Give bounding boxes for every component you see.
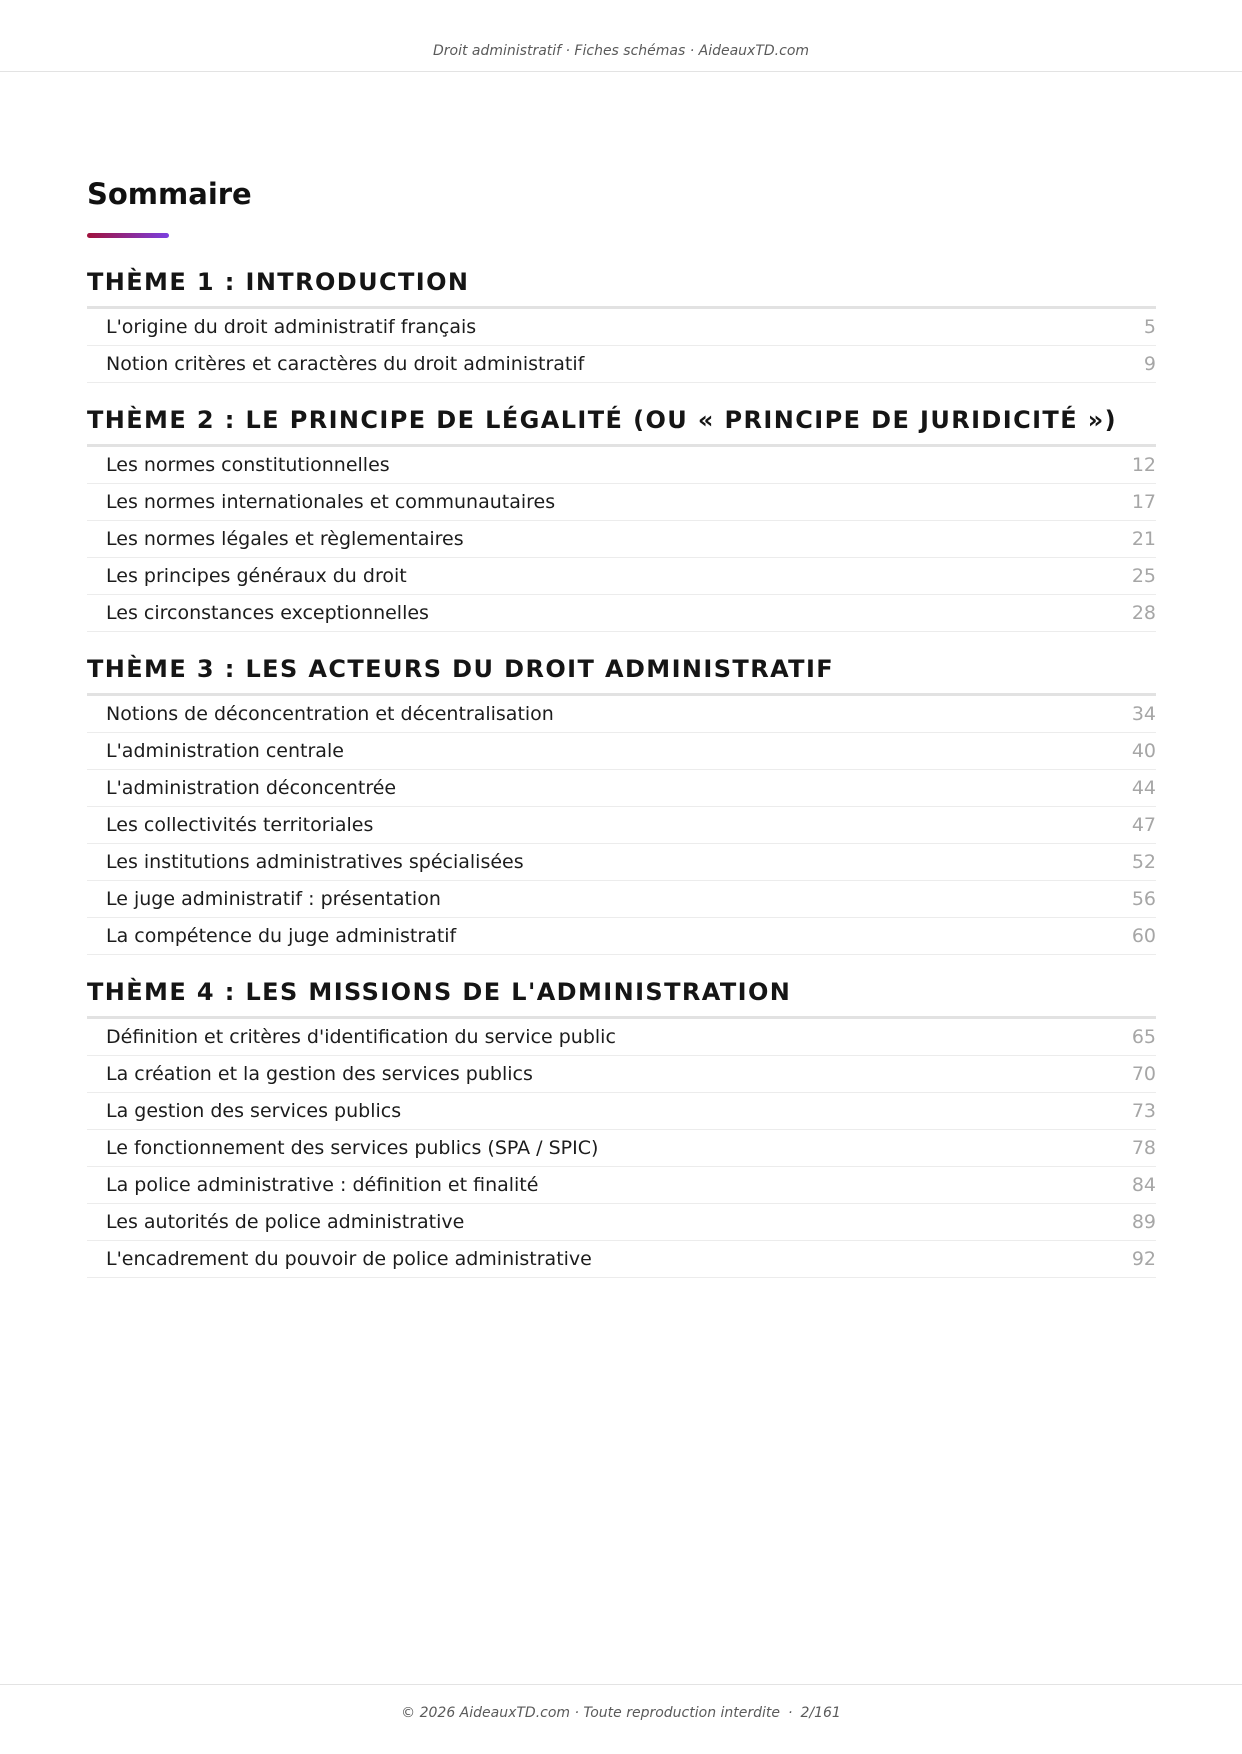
toc-entry[interactable] [87,1056,1156,1093]
footer-separator: · [788,1705,793,1721]
toc-entry-label: La compétence du juge administratif [106,924,457,947]
toc-section [87,644,1156,955]
toc-entry-label: L'administration déconcentrée [106,776,397,799]
toc-entry[interactable] [87,770,1156,807]
toc-section [87,967,1156,1278]
toc-entry-page-number: 65 [1131,1025,1156,1048]
toc-entry-label: Les normes constitutionnelles [106,453,390,476]
toc-entry[interactable] [87,595,1156,632]
table-of-contents [87,170,1156,1290]
toc-entry-page-number: 89 [1131,1210,1156,1233]
footer-copyright: © 2026 AideauxTD.com · Toute reproduction interdite [401,1705,781,1721]
toc-entry-page-number: 84 [1131,1173,1156,1196]
toc-entry-page-number: 9 [1143,352,1156,375]
toc-entry-label: Définition et critères d'identification du service public [106,1025,616,1048]
toc-entry-label: L'encadrement du pouvoir de police administrative [106,1247,592,1270]
toc-entry[interactable] [87,558,1156,595]
toc-entry-page-number: 17 [1131,490,1156,513]
toc-entry[interactable] [87,1019,1156,1056]
section-heading: THÈME 3 : LES ACTEURS DU DROIT ADMINISTRATIF [87,644,1156,696]
header-text: Droit administratif · Fiches schémas · AideauxTD.com [432,43,810,59]
toc-entry-page-number: 78 [1131,1136,1156,1159]
toc-entry-page-number: 60 [1131,924,1156,947]
toc-entry-page-number: 25 [1131,564,1156,587]
toc-entry[interactable] [87,844,1156,881]
toc-entry-page-number: 52 [1131,850,1156,873]
toc-entry-page-number: 44 [1131,776,1156,799]
toc-entry-label: Les collectivités territoriales [106,813,374,836]
toc-title: Sommaire [87,177,252,211]
toc-entry[interactable] [87,918,1156,955]
toc-entry-label: Le fonctionnement des services publics (SPA / SPIC) [106,1136,599,1159]
toc-entry-page-number: 73 [1131,1099,1156,1122]
toc-entry-label: Notions de déconcentration et décentralisation [106,702,554,725]
toc-entry-label: La police administrative : définition et finalité [106,1173,539,1196]
section-heading: THÈME 1 : INTRODUCTION [87,257,1156,309]
title-accent-bar [87,233,169,238]
toc-entry[interactable] [87,309,1156,346]
toc-entry[interactable] [87,484,1156,521]
toc-entry-page-number: 70 [1131,1062,1156,1085]
toc-entry[interactable] [87,1130,1156,1167]
toc-entry[interactable] [87,733,1156,770]
toc-entry[interactable] [87,1204,1156,1241]
toc-entry[interactable] [87,1241,1156,1278]
toc-entry-page-number: 92 [1131,1247,1156,1270]
section-heading: THÈME 2 : LE PRINCIPE DE LÉGALITÉ (OU « PRINCIPE DE JURIDICITÉ ») [87,395,1156,447]
toc-entry[interactable] [87,1093,1156,1130]
toc-entry-label: Les autorités de police administrative [106,1210,465,1233]
toc-entry[interactable] [87,881,1156,918]
toc-entry-label: Les circonstances exceptionnelles [106,601,429,624]
toc-section [87,257,1156,383]
toc-entry-page-number: 28 [1131,601,1156,624]
toc-entry-label: La création et la gestion des services publics [106,1062,533,1085]
toc-entry-label: Les normes légales et règlementaires [106,527,464,550]
section-heading: THÈME 4 : LES MISSIONS DE L'ADMINISTRATION [87,967,1156,1019]
toc-entry[interactable] [87,346,1156,383]
page-header [0,0,1242,72]
toc-entry-label: L'origine du droit administratif français [106,315,477,338]
page-indicator: 2/161 [800,1705,841,1721]
toc-entry-label: Les institutions administratives spécialisées [106,850,524,873]
toc-entry[interactable] [87,1167,1156,1204]
page-footer [0,1684,1242,1754]
toc-entry-label: Notion critères et caractères du droit administratif [106,352,585,375]
toc-entry[interactable] [87,807,1156,844]
toc-entry-page-number: 21 [1131,527,1156,550]
toc-entry-page-number: 34 [1131,702,1156,725]
toc-entry-label: Les principes généraux du droit [106,564,407,587]
toc-entry-label: L'administration centrale [106,739,344,762]
toc-entry-page-number: 5 [1143,315,1156,338]
toc-sections [87,257,1156,1278]
toc-entry-label: Les normes internationales et communautaires [106,490,556,513]
toc-entry-page-number: 12 [1131,453,1156,476]
toc-entry-label: La gestion des services publics [106,1099,402,1122]
toc-entry-page-number: 56 [1131,887,1156,910]
toc-entry-page-number: 40 [1131,739,1156,762]
toc-entry[interactable] [87,447,1156,484]
toc-entry[interactable] [87,696,1156,733]
toc-entry-page-number: 47 [1131,813,1156,836]
toc-section [87,395,1156,632]
toc-entry[interactable] [87,521,1156,558]
toc-entry-label: Le juge administratif : présentation [106,887,441,910]
